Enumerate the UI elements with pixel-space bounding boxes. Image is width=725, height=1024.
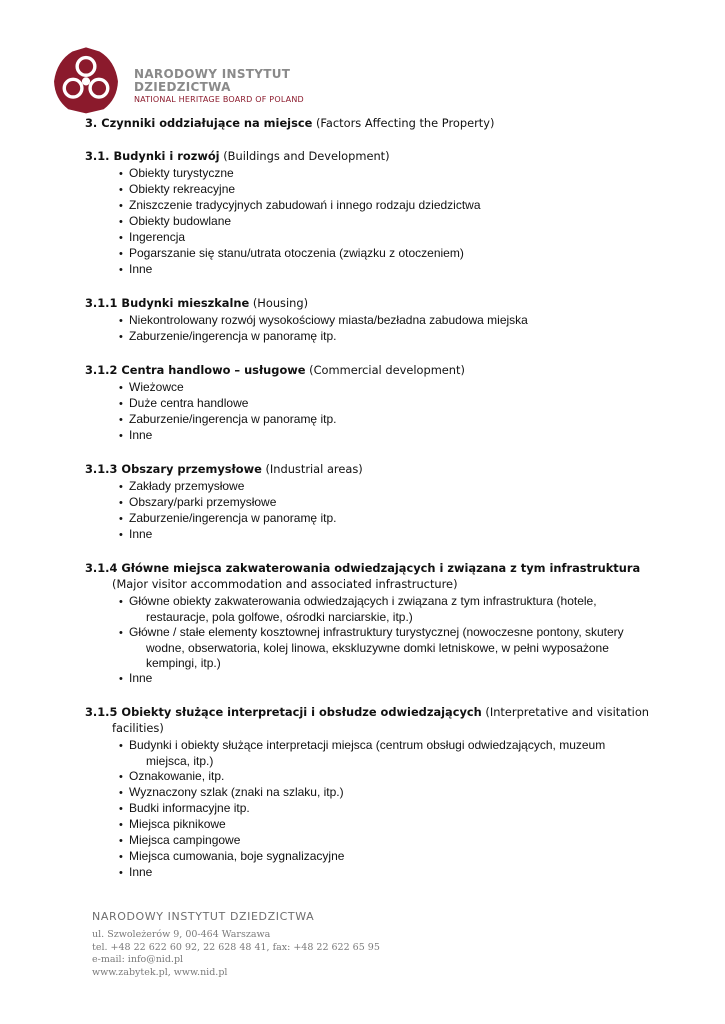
section-heading-english: (Commercial development) — [305, 363, 465, 377]
footer-title: NARODOWY INSTYTUT DZIEDZICTWA — [92, 910, 315, 923]
list-item — [119, 396, 655, 412]
bullet-dot-icon: • — [119, 627, 123, 639]
section-heading-bold: 3.1.1 Budynki mieszkalne — [85, 296, 250, 310]
section-heading-english: (Buildings and Development) — [219, 149, 390, 163]
section-heading — [85, 560, 655, 592]
bullet-dot-icon: • — [119, 819, 123, 831]
footer-phone: tel. +48 22 622 60 92, 22 628 48 41, fax: +48 22 622 65 95 — [92, 941, 380, 953]
bullet-dot-icon: • — [119, 200, 123, 212]
section-heading — [85, 362, 655, 378]
section-2 — [85, 295, 655, 345]
bullet-list — [85, 166, 655, 278]
list-item — [119, 527, 655, 543]
list-item-text: Inne — [129, 428, 153, 442]
list-item — [119, 428, 655, 444]
bullet-dot-icon: • — [119, 430, 123, 442]
org-name-pl-line2: DZIEDZICTWA — [134, 80, 231, 94]
list-item-text: Inne — [129, 527, 153, 541]
org-name-pl-line1: NARODOWY INSTYTUT — [134, 67, 291, 81]
list-item-text: Ingerencja — [129, 230, 186, 244]
section-heading — [85, 704, 655, 736]
list-item-continuation: wodne, obserwatoria, kolej linowa, ekskluzywne domki letniskowe, w pełni wyposażone kempingi, itp.) — [146, 641, 609, 670]
section-4 — [85, 461, 655, 543]
list-item-text: Obiekty budowlane — [129, 214, 232, 228]
list-item — [119, 769, 655, 785]
list-item-text: Duże centra handlowe — [129, 396, 249, 410]
footer-web: www.zabytek.pl, www.nid.pl — [92, 966, 228, 978]
list-item — [119, 865, 655, 881]
document-body — [85, 115, 655, 881]
footer-address: ul. Szwoleżerów 9, 00-464 Warszawa — [92, 929, 271, 940]
bullet-dot-icon: • — [119, 168, 123, 180]
list-item-text: Obiekty turystyczne — [129, 166, 234, 180]
bullet-dot-icon: • — [119, 771, 123, 783]
list-item — [119, 198, 655, 214]
bullet-dot-icon: • — [119, 398, 123, 410]
bullet-dot-icon: • — [119, 184, 123, 196]
list-item-text: Główne / stałe elementy kosztownej infrastruktury turystycznej (nowoczesne pontony, skutery — [129, 625, 624, 639]
bullet-list — [85, 738, 655, 881]
section-1 — [85, 148, 655, 278]
footer-email: e-mail: info@nid.pl — [92, 954, 184, 965]
bullet-dot-icon: • — [119, 382, 123, 394]
section-heading-english: (Interpretative and visitation facilities) — [112, 705, 650, 735]
list-item — [119, 495, 655, 511]
bullet-dot-icon: • — [119, 787, 123, 799]
section-heading-bold: 3.1.4 Główne miejsca zakwaterowania odwiedzających i związana z tym infrastruktura — [85, 561, 641, 575]
bullet-dot-icon: • — [119, 596, 123, 608]
list-item — [119, 412, 655, 428]
section-heading — [85, 295, 655, 311]
list-item — [119, 230, 655, 246]
list-item-continuation: miejsca, itp.) — [146, 754, 214, 768]
list-item-text: Zniszczenie tradycyjnych zabudowań i innego rodzaju dziedzictwa — [129, 198, 481, 212]
list-item-text: Miejsca cumowania, boje sygnalizacyjne — [129, 849, 345, 863]
list-item — [119, 479, 655, 495]
list-item — [119, 671, 655, 687]
bullet-dot-icon: • — [119, 248, 123, 260]
section-heading-bold: 3.1.5 Obiekty służące interpretacji i obsłudze odwiedzających — [85, 705, 482, 719]
section-heading-bold: 3.1.3 Obszary przemysłowe — [85, 462, 262, 476]
list-item — [119, 833, 655, 849]
org-name-en: NATIONAL HERITAGE BOARD OF POLAND — [134, 95, 304, 104]
list-item — [119, 738, 655, 769]
list-item-text: Zakłady przemysłowe — [129, 479, 245, 493]
section-3 — [85, 362, 655, 444]
list-item — [119, 625, 655, 671]
list-item — [119, 214, 655, 230]
list-item — [119, 380, 655, 396]
org-block — [134, 68, 304, 105]
main-heading-bold: 3. Czynniki oddziałujące na miejsce — [85, 116, 313, 130]
bullet-dot-icon: • — [119, 315, 123, 327]
section-heading — [85, 461, 655, 477]
list-item — [119, 849, 655, 865]
list-item-text: Zaburzenie/ingerencja w panoramę itp. — [129, 412, 337, 426]
list-item-text: Oznakowanie, itp. — [129, 769, 225, 783]
main-heading — [85, 115, 655, 131]
list-item-text: Pogarszanie się stanu/utrata otoczenia (związku z otoczeniem) — [129, 246, 464, 260]
bullet-dot-icon: • — [119, 851, 123, 863]
list-item-text: Miejsca piknikowe — [129, 817, 226, 831]
list-item-text: Zaburzenie/ingerencja w panoramę itp. — [129, 511, 337, 525]
letterhead — [52, 46, 352, 116]
bullet-dot-icon: • — [119, 740, 123, 752]
list-item-text: Niekontrolowany rozwój wysokościowy miasta/bezładna zabudowa miejska — [129, 313, 528, 327]
bullet-list — [85, 380, 655, 444]
section-heading-english: (Major visitor accommodation and associated infrastructure) — [112, 577, 458, 591]
bullet-dot-icon: • — [119, 673, 123, 685]
main-heading-english: (Factors Affecting the Property) — [312, 116, 495, 130]
list-item-text: Budynki i obiekty służące interpretacji miejsca (centrum obsługi odwiedzających, muzeum — [129, 738, 606, 752]
list-item-text: Zaburzenie/ingerencja w panoramę itp. — [129, 329, 337, 343]
bullet-dot-icon: • — [119, 216, 123, 228]
section-5 — [85, 560, 655, 687]
bullet-list — [85, 479, 655, 543]
list-item — [119, 594, 655, 625]
section-heading-english: (Housing) — [249, 296, 309, 310]
list-item — [119, 313, 655, 329]
list-item — [119, 182, 655, 198]
bullet-dot-icon: • — [119, 529, 123, 541]
bullet-dot-icon: • — [119, 867, 123, 879]
list-item-text: Wyznaczony szlak (znaki na szlaku, itp.) — [129, 785, 344, 799]
list-item-text: Inne — [129, 865, 153, 879]
list-item-text: Inne — [129, 671, 153, 685]
list-item-text: Inne — [129, 262, 153, 276]
list-item-text: Wieżowce — [129, 380, 184, 394]
list-item — [119, 166, 655, 182]
bullet-list — [85, 594, 655, 687]
list-item-text: Miejsca campingowe — [129, 833, 241, 847]
sections-container — [85, 148, 655, 881]
bullet-dot-icon: • — [119, 414, 123, 426]
bullet-dot-icon: • — [119, 232, 123, 244]
bullet-dot-icon: • — [119, 803, 123, 815]
bullet-list — [85, 313, 655, 345]
bullet-dot-icon: • — [119, 835, 123, 847]
bullet-dot-icon: • — [119, 481, 123, 493]
list-item — [119, 801, 655, 817]
list-item — [119, 329, 655, 345]
list-item — [119, 817, 655, 833]
list-item — [119, 785, 655, 801]
section-heading — [85, 148, 655, 164]
list-item-text: Obszary/parki przemysłowe — [129, 495, 277, 509]
list-item — [119, 246, 655, 262]
footer — [92, 910, 492, 979]
bullet-dot-icon: • — [119, 331, 123, 343]
section-6 — [85, 704, 655, 881]
list-item-text: Główne obiekty zakwaterowania odwiedzających i związana z tym infrastruktura (hotele, — [129, 594, 597, 608]
bullet-dot-icon: • — [119, 264, 123, 276]
list-item-text: Obiekty rekreacyjne — [129, 182, 236, 196]
bullet-dot-icon: • — [119, 497, 123, 509]
section-heading-bold: 3.1. Budynki i rozwój — [85, 149, 220, 163]
bullet-dot-icon: • — [119, 513, 123, 525]
list-item — [119, 511, 655, 527]
list-item-continuation: restauracje, pola golfowe, ośrodki narciarskie, itp.) — [146, 610, 413, 624]
list-item-text: Budki informacyjne itp. — [129, 801, 250, 815]
list-item — [119, 262, 655, 278]
trefoil-logo-icon — [52, 46, 120, 114]
section-heading-bold: 3.1.2 Centra handlowo – usługowe — [85, 363, 306, 377]
section-heading-english: (Industrial areas) — [261, 462, 363, 476]
